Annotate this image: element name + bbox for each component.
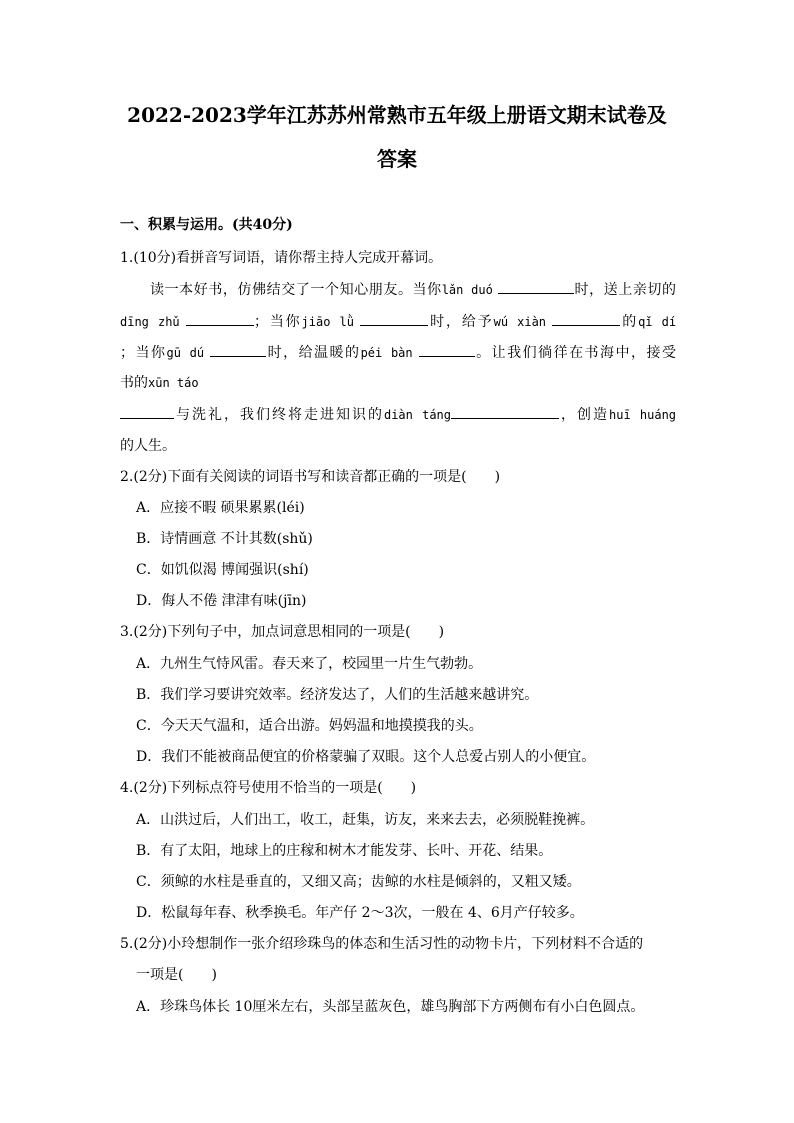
q1-pinyin: xūn táo [148,376,199,390]
q1-answer-blank[interactable] [419,342,475,357]
q1-pinyin: wú xiàn [493,315,547,329]
doc-title-line1: 2022-2023学年江苏苏州常熟市五年级上册语文期末试卷及 [127,103,667,127]
q1-text: 书的 [120,375,148,391]
doc-title-line2: 答案 [377,147,417,171]
q1-answer-blank[interactable] [552,311,620,326]
q1-line2 [120,311,676,333]
q1-text: ，创造 [559,407,609,423]
q5-stem-line2: 一项是( ) [136,967,217,983]
q1-text: ；当你 [120,345,167,361]
q2-option-d[interactable]: D．侮人不倦 津津有味(jīn) [136,593,307,609]
q1-text: 的 [620,314,639,330]
q1-pinyin: lǎn duó [441,283,493,297]
q1-answer-blank[interactable] [120,404,174,419]
section1-heading: 一、积累与运用。(共40分) [120,217,293,233]
q1-answer-blank[interactable] [451,404,559,419]
q1-answer-blank[interactable] [360,311,428,326]
q2-option-a[interactable]: A．应接不暇 硕果累累(léi) [136,500,305,516]
q3-option-a[interactable]: A．九州生气恃风雷。春天来了，校园里一片生气勃勃。 [136,656,483,672]
q1-line4 [120,372,676,394]
q1-text: 读一本好书，仿佛结交了一个知心朋友。当你 [150,282,442,298]
q1-text: 。让我们徜徉在书海中，接受 [474,345,677,361]
q1-text: 时，给温暖的 [266,345,361,361]
q1-text: ；当你 [253,314,302,330]
q1-stem: 1.(10分)看拼音写词语，请你帮主持人完成开幕词。 [120,250,443,266]
q2-stem: 2.(2分)下面有关阅读的词语书写和读音都正确的一项是( ) [120,469,501,485]
q1-pinyin: diàn táng [383,408,451,422]
q1-line3 [120,342,676,364]
q4-option-c[interactable]: C．须鲸的水柱是垂直的，又细又高；齿鲸的水柱是倾斜的，又粗又矮。 [136,874,581,890]
q5-option-a[interactable]: A．珍珠鸟体长 10厘米左右，头部呈蓝灰色，雄鸟胸部下方两侧布有小白色圆点。 [136,999,645,1015]
q4-option-a[interactable]: A．山洪过后，人们出工，收工，赶集，访友，来来去去，必须脱鞋挽裤。 [136,812,595,828]
q1-line6: 的人生。 [120,438,176,454]
q1-pinyin: gū dú [166,346,205,360]
q4-option-b[interactable]: B．有了太阳，地球上的庄稼和树木才能发芽、长叶、开花、结果。 [136,843,553,859]
q4-option-d[interactable]: D．松鼠每年春、秋季换毛。年产仔 2～3次，一般在 4、6月产仔较多。 [136,905,584,921]
q3-option-b[interactable]: B．我们学习要讲究效率。经济发达了，人们的生活越来越讲究。 [136,687,539,703]
q3-option-d[interactable]: D．我们不能被商品便宜的价格蒙骗了双眼。这个人总爱占别人的小便宜。 [136,749,596,765]
q1-line1 [150,279,676,301]
q1-text: 时，送上亲切的 [573,282,677,298]
q1-pinyin: péi bàn [360,346,413,360]
q1-answer-blank[interactable] [210,342,266,357]
q1-line5 [120,404,676,426]
q1-pinyin: dīng zhǔ [120,315,180,329]
q1-pinyin: jiāo lǜ [301,315,354,329]
q1-answer-blank[interactable] [498,279,574,294]
q1-pinyin: huī huáng [609,408,677,422]
q2-option-b[interactable]: B．诗情画意 不计其数(shǔ) [136,531,313,547]
q4-stem: 4.(2分)下列标点符号使用不恰当的一项是( ) [120,780,417,796]
q1-pinyin: qǐ dí [638,315,677,329]
q3-option-c[interactable]: C．今天天气温和，适合出游。妈妈温和地摸摸我的头。 [136,718,483,734]
q2-option-c[interactable]: C．如饥似渴 博闻强识(shí) [136,562,309,578]
q5-stem-line1: 5.(2分)小玲想制作一张介绍珍珠鸟的体态和生活习性的动物卡片，下列材料不合适的 [120,936,644,952]
q1-text: 与洗礼，我们终将走进知识的 [174,407,384,423]
q1-answer-blank[interactable] [186,311,254,326]
q1-text: 时，给予 [428,314,494,330]
q3-stem: 3.(2分)下列句子中，加点词意思相同的一项是( ) [120,624,445,640]
